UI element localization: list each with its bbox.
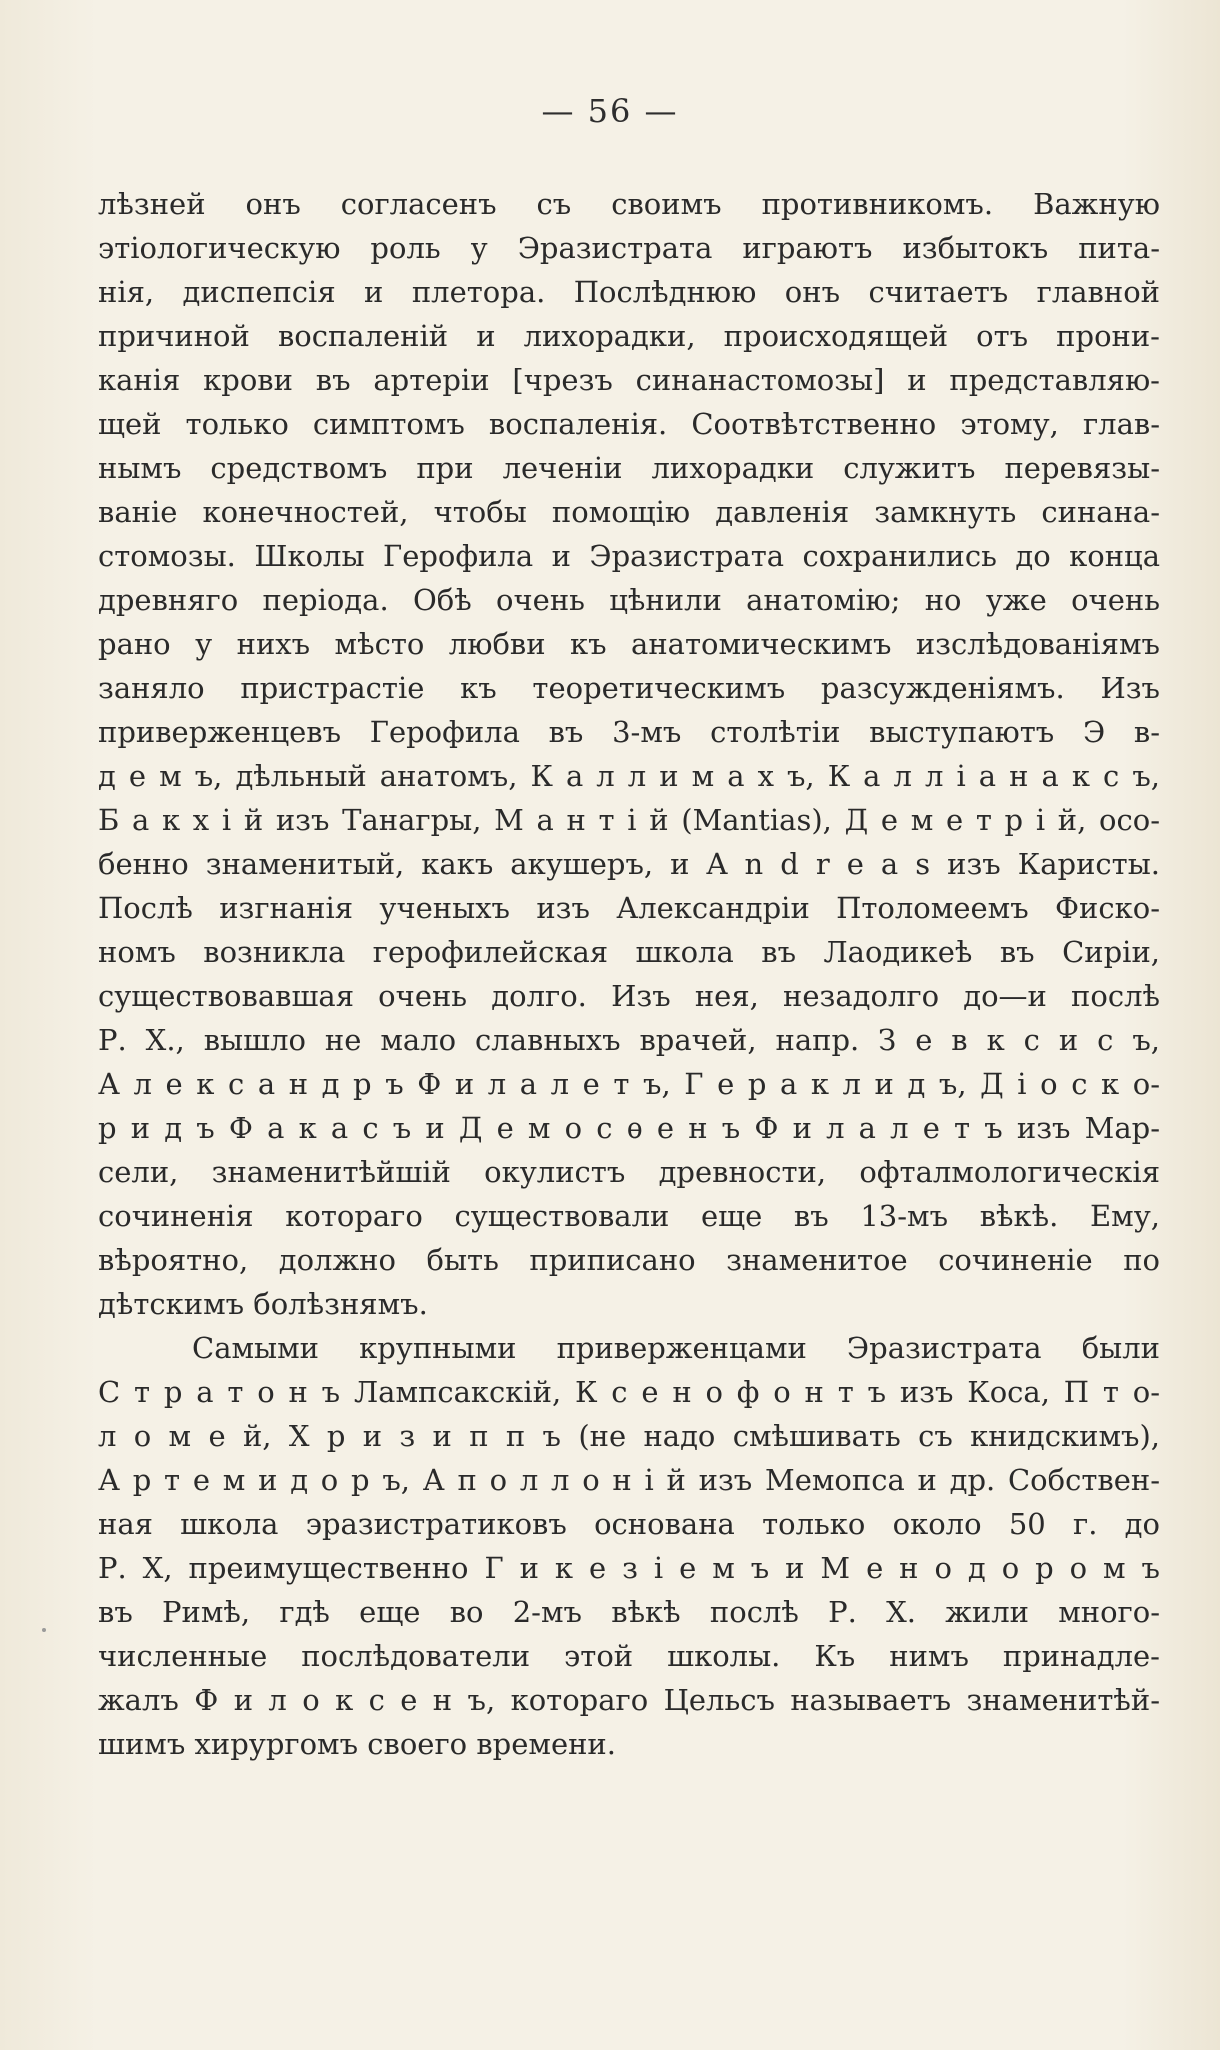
text-line: Р. Х., вышло не мало славныхъ врачей, напр. З е в к с и с ъ, <box>98 1023 1160 1057</box>
text-line: дѣтскимъ болѣзнямъ. <box>98 1287 428 1321</box>
text-line: канія крови въ артеріи [чрезъ синанастомозы] и представляю- <box>98 363 1160 397</box>
text-line: древняго періода. Обѣ очень цѣнили анатомію; но уже очень <box>98 583 1160 617</box>
text-line: д е м ъ, дѣльный анатомъ, К а л л и м а х ъ, К а л л і а н а к с ъ, <box>98 759 1160 793</box>
text-line: стомозы. Школы Герофила и Эразистрата сохранились до конца <box>98 539 1160 573</box>
text-line: л о м е й, Х р и з и п п ъ (не надо смѣшивать съ книдскимъ), <box>98 1419 1160 1453</box>
text-line: вѣроятно, должно быть приписано знаменитое сочиненіе по <box>98 1243 1160 1277</box>
text-line: А р т е м и д о р ъ, А п о л л о н і й изъ Мемопса и др. Собствен- <box>98 1463 1160 1497</box>
text-line: жалъ Ф и л о к с е н ъ, котораго Цельсъ называетъ знаменитѣй- <box>98 1683 1160 1717</box>
text-line: причиной воспаленій и лихорадки, происходящей отъ прони- <box>98 319 1160 353</box>
text-line: С т р а т о н ъ Лампсакскій, К с е н о ф о н т ъ изъ Коса, П т о- <box>98 1375 1160 1409</box>
text-line: лѣзней онъ согласенъ съ своимъ противникомъ. Важную <box>98 187 1160 221</box>
text-line: приверженцевъ Герофила въ 3-мъ столѣтіи выступаютъ Э в- <box>98 715 1160 749</box>
text-line: ная школа эразистратиковъ основана только около 50 г. до <box>98 1507 1160 1541</box>
text-line: щей только симптомъ воспаленія. Соотвѣтственно этому, глав- <box>98 407 1160 441</box>
text-line: численные послѣдователи этой школы. Къ нимъ принадле- <box>98 1639 1160 1673</box>
text-line: бенно знаменитый, какъ акушеръ, и A n d r e a s изъ Каристы. <box>98 847 1160 881</box>
ink-speck <box>42 1628 46 1632</box>
text-line: существовавшая очень долго. Изъ нея, незадолго до—и послѣ <box>98 979 1160 1013</box>
text-line: Б а к х і й изъ Танагры, М а н т і й (Mantias), Д е м е т р і й, осо- <box>98 803 1160 837</box>
body-text <box>98 182 1160 1766</box>
text-line: сели, знаменитѣйшій окулистъ древности, офталмологическія <box>98 1155 1160 1189</box>
text-line: Послѣ изгнанія ученыхъ изъ Александріи Птоломеемъ Фиско- <box>98 891 1160 925</box>
text-line: ваніе конечностей, чтобы помощію давленія замкнуть синана- <box>98 495 1160 529</box>
text-line: въ Римѣ, гдѣ еще во 2-мъ вѣкѣ послѣ Р. Х. жили много- <box>98 1595 1160 1629</box>
text-line: номъ возникла герофилейская школа въ Лаодикеѣ въ Сиріи, <box>98 935 1160 969</box>
text-line: нія, диспепсія и плетора. Послѣднюю онъ считаетъ главной <box>98 275 1160 309</box>
text-line: шимъ хирургомъ своего времени. <box>98 1727 616 1761</box>
page-number: — 56 — <box>541 92 679 130</box>
text-line: сочиненія котораго существовали еще въ 13-мъ вѣкѣ. Ему, <box>98 1199 1160 1233</box>
text-line: р и д ъ Ф а к а с ъ и Д е м о с ѳ е н ъ Ф и л а л е т ъ изъ Мар- <box>98 1111 1160 1145</box>
text-line: А л е к с а н д р ъ Ф и л а л е т ъ, Г е р а к л и д ъ, Д і о с к о- <box>98 1067 1160 1101</box>
paragraph-1 <box>98 182 1160 1326</box>
text-line: нымъ средствомъ при леченіи лихорадки служитъ перевязы- <box>98 451 1160 485</box>
text-line: этіологическую роль у Эразистрата играютъ избытокъ пита- <box>98 231 1160 265</box>
paragraph-2 <box>98 1326 1160 1766</box>
text-line: заняло пристрастіе къ теоретическимъ разсужденіямъ. Изъ <box>98 671 1160 705</box>
text-line: рано у нихъ мѣсто любви къ анатомическимъ изслѣдованіямъ <box>98 627 1160 661</box>
text-line: Самыми крупными приверженцами Эразистрата были <box>192 1331 1160 1365</box>
text-line: Р. Х, преимущественно Г и к е з і е м ъ и М е н о д о р о м ъ <box>98 1551 1160 1585</box>
